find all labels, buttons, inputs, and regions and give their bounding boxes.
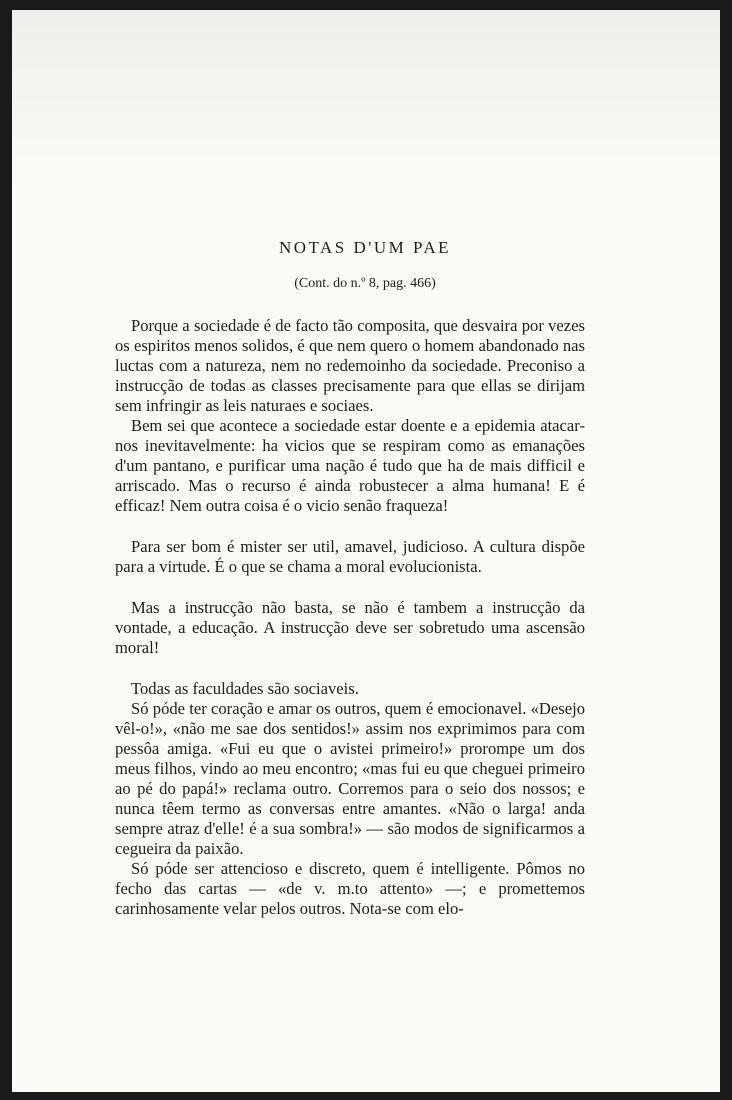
paragraph-4: Mas a instrucção não basta, se não é tambem a instrucção da vontade, a educação. A instrucção deve ser sobretudo uma ascensão moral! (115, 598, 585, 657)
section-gap (115, 516, 585, 537)
article-subtitle: (Cont. do n.º 8, pag. 466) (294, 276, 436, 291)
article-title: NOTAS D'UM PAE (278, 238, 452, 257)
paragraph-3: Para ser bom é mister ser util, amavel, judicioso. A cultura dispõe para a virtude. É o que se chama a moral evolucionista. (115, 537, 585, 576)
paragraph-7: Só póde ser attencioso e discreto, quem é intelligente. Pômos no fecho das cartas — «de v. m.to attento» —; e promettemos carinhosamente velar pelos outros. Nota-se com elo- (115, 859, 585, 918)
document-page (12, 10, 720, 1092)
paragraph-2: Bem sei que acontece a sociedade estar doente e a epidemia atacar-nos inevitavelmente: ha vicios que se respiram como as emanações d'um pantano, e purificar uma nação é tudo que ha de mais difficil e arriscado. Mas o recurso é ainda robustecer a alma humana! E é efficaz! Nem outra coisa é o vicio senão fraqueza! (115, 416, 585, 515)
paragraph-6: Só póde ter coração e amar os outros, quem é emocionavel. «Desejo vêl-o!», «não me sae dos sentidos!» assim nos exprimimos para com pessôa amiga. «Fui eu que o avistei primeiro!» prorompe um dos meus filhos, vindo ao meu encontro; «mas fui eu que cheguei primeiro ao pé do papá!» reclama outro. Corremos para o seio dos nossos; e nunca têem termo as conversas entre amantes. «Não o larga! anda sempre atraz d'elle! é a sua sombra!» — são modos de significarmos a cegueira da paixão. (115, 699, 585, 858)
paragraph-1: Porque a sociedade é de facto tão composita, que desvaira por vezes os espiritos menos solidos, é que nem quero o homem abandonado nas luctas com a natureza, nem no redemoinho da sociedade. Preconiso a instrucção de todas as classes precisamente para que ellas se dirijam sem infringir as leis naturaes e sociaes. (115, 316, 585, 415)
article-body (115, 238, 585, 919)
paragraph-5: Todas as faculdades são sociaveis. (131, 679, 359, 698)
section-gap (115, 577, 585, 598)
section-gap (115, 658, 585, 679)
